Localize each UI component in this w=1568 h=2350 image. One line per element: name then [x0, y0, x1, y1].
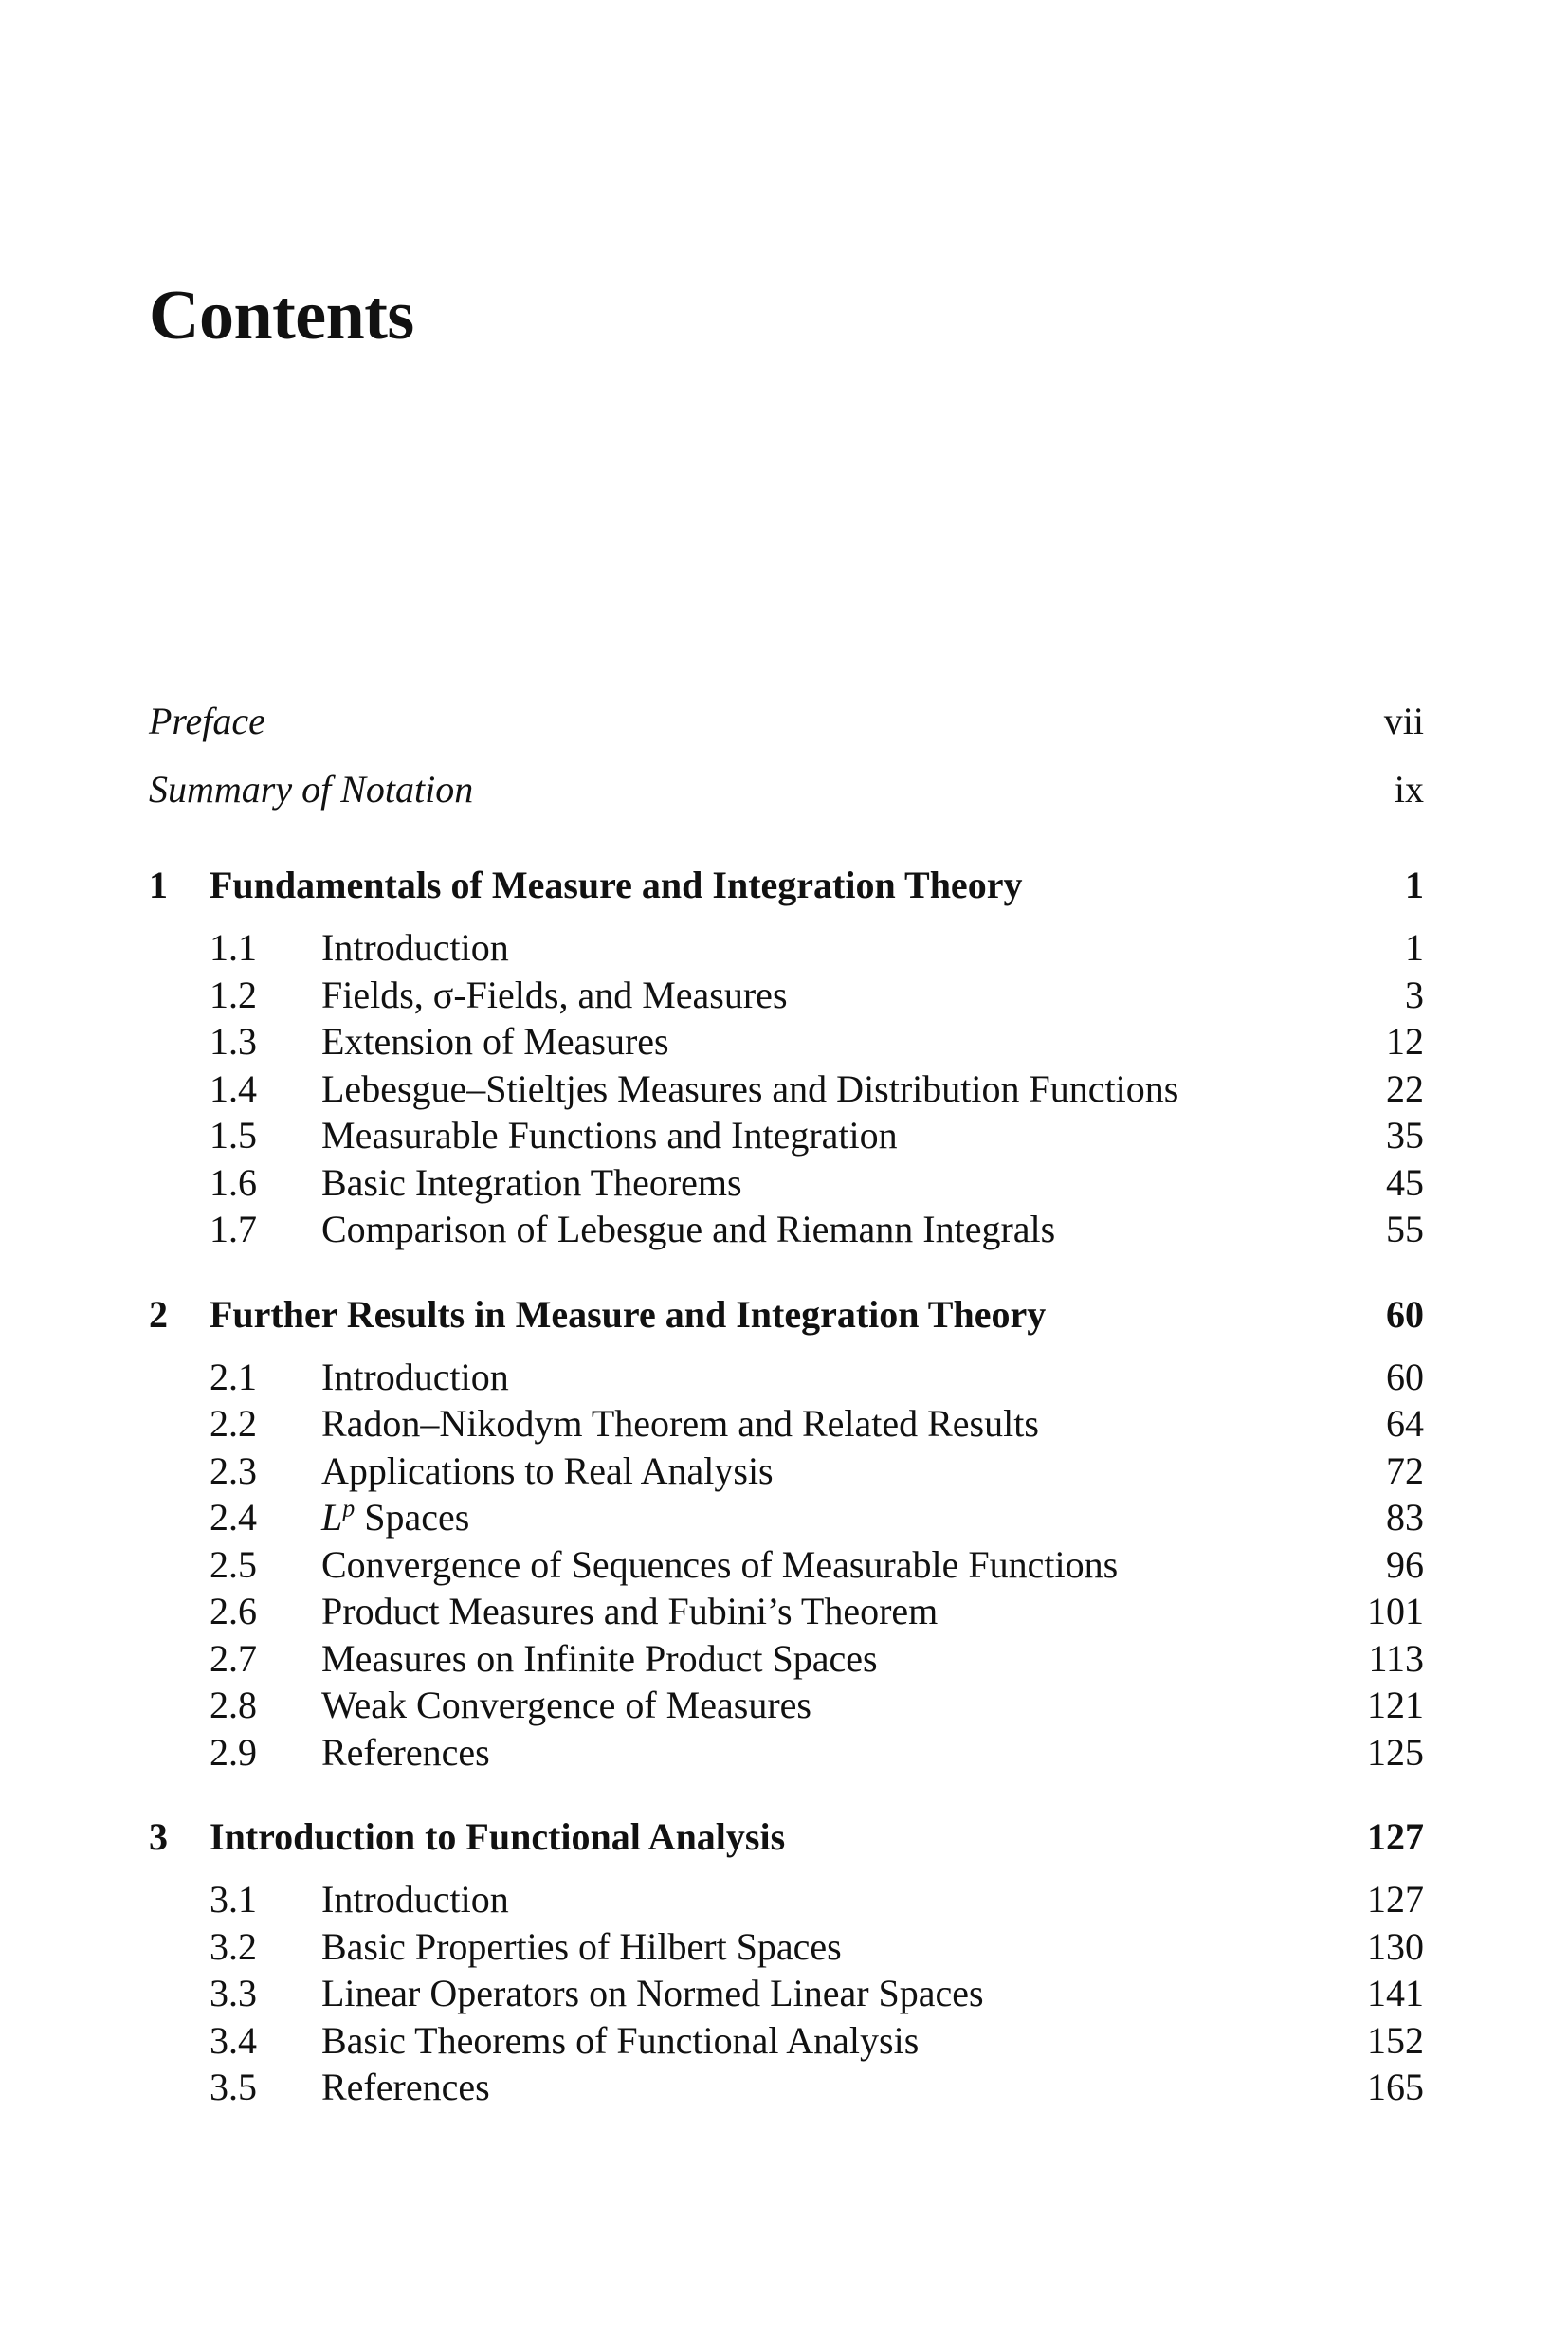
toc-chapter-3 [149, 1813, 1424, 1861]
toc-section-3-3 [149, 1970, 1424, 2017]
section-page: 3 [1405, 973, 1424, 1016]
section-number: 3.2 [210, 1924, 257, 1968]
section-page: 127 [1367, 1878, 1424, 1921]
table-of-contents [149, 687, 1424, 2111]
section-number: 2.8 [210, 1684, 257, 1726]
toc-section-1-7 [149, 1206, 1424, 1253]
section-title: Basic Properties of Hilbert Spaces [321, 1924, 842, 1968]
section-title: Applications to Real Analysis [321, 1448, 774, 1492]
section-page: 60 [1386, 1355, 1424, 1398]
toc-section-1-5 [149, 1112, 1424, 1159]
math-symbol: L [321, 1496, 343, 1539]
toc-section-3-2 [149, 1923, 1424, 1971]
section-page: 83 [1386, 1496, 1424, 1539]
section-number: 1.5 [210, 1114, 257, 1157]
section-page: 96 [1386, 1542, 1424, 1586]
toc-section-1-1 [149, 924, 1424, 972]
toc-entry-label: Summary of Notation [149, 768, 474, 811]
section-number: 2.5 [210, 1542, 257, 1586]
section-number: 3.4 [210, 2018, 257, 2062]
section-page: 35 [1386, 1114, 1424, 1157]
toc-chapter-1 [149, 862, 1424, 909]
toc-entry-page: ix [1394, 768, 1424, 811]
section-page: 22 [1386, 1066, 1424, 1110]
toc-section-1-2 [149, 972, 1424, 1019]
chapter-page: 1 [1405, 864, 1424, 906]
section-page: 1 [1405, 926, 1424, 969]
toc-section-2-6 [149, 1588, 1424, 1635]
page-title: Contents [149, 277, 414, 355]
section-title: Introduction [321, 1878, 509, 1921]
toc-section-2-8 [149, 1682, 1424, 1729]
section-title: Convergence of Sequences of Measurable Functions [321, 1542, 1119, 1586]
section-title: Introduction [321, 926, 509, 969]
section-title: Measurable Functions and Integration [321, 1114, 898, 1157]
toc-section-1-6 [149, 1159, 1424, 1207]
section-number: 2.2 [210, 1402, 257, 1445]
toc-section-3-5 [149, 2064, 1424, 2111]
toc-section-2-9 [149, 1729, 1424, 1776]
toc-section-1-4 [149, 1066, 1424, 1113]
toc-section-2-1 [149, 1354, 1424, 1401]
toc-section-2-3 [149, 1448, 1424, 1495]
section-title: Basic Integration Theorems [321, 1160, 742, 1204]
section-title: Radon–Nikodym Theorem and Related Results [321, 1402, 1039, 1445]
section-number: 3.3 [210, 1972, 257, 2014]
section-number: 2.3 [210, 1448, 257, 1492]
toc-chapter-2 [149, 1291, 1424, 1339]
section-page: 121 [1367, 1684, 1424, 1726]
section-number: 2.6 [210, 1590, 257, 1632]
section-page: 125 [1367, 1730, 1424, 1774]
section-title: References [321, 2066, 490, 2108]
toc-entry-label: Preface [149, 700, 265, 742]
section-page: 64 [1386, 1402, 1424, 1445]
section-number: 1.4 [210, 1066, 257, 1110]
section-title: Lebesgue–Stieltjes Measures and Distribution Functions [321, 1066, 1179, 1110]
section-number: 2.9 [210, 1730, 257, 1774]
chapter-number: 3 [149, 1815, 168, 1858]
chapter-page: 60 [1386, 1292, 1424, 1336]
toc-section-3-1 [149, 1876, 1424, 1923]
chapter-number: 1 [149, 864, 168, 906]
section-page: 165 [1367, 2066, 1424, 2108]
section-number: 2.1 [210, 1355, 257, 1398]
section-number: 1.6 [210, 1160, 257, 1204]
section-page: 55 [1386, 1208, 1424, 1250]
section-page: 101 [1367, 1590, 1424, 1632]
section-number: 3.1 [210, 1878, 257, 1921]
section-title: References [321, 1730, 490, 1774]
section-title: Fields, σ-Fields, and Measures [321, 973, 788, 1016]
section-number: 1.3 [210, 1020, 257, 1063]
section-number: 1.7 [210, 1208, 257, 1250]
section-title-text: Spaces [355, 1496, 470, 1539]
section-title: Linear Operators on Normed Linear Spaces [321, 1972, 984, 2014]
toc-entry-page: vii [1383, 700, 1424, 742]
chapter-page: 127 [1367, 1815, 1424, 1858]
section-page: 12 [1386, 1020, 1424, 1063]
section-title: Comparison of Lebesgue and Riemann Integrals [321, 1208, 1056, 1250]
toc-section-2-2 [149, 1400, 1424, 1448]
section-title: Introduction [321, 1355, 509, 1398]
section-number: 2.4 [210, 1496, 257, 1539]
section-page: 45 [1386, 1160, 1424, 1204]
chapter-title: Fundamentals of Measure and Integration Theory [210, 864, 1023, 906]
section-title: Extension of Measures [321, 1020, 669, 1063]
toc-entry-preface [149, 687, 1424, 756]
section-number: 3.5 [210, 2066, 257, 2108]
toc-section-2-5 [149, 1541, 1424, 1589]
toc-section-2-7 [149, 1635, 1424, 1683]
chapter-number: 2 [149, 1292, 168, 1336]
section-page: 141 [1367, 1972, 1424, 2014]
section-page: 113 [1368, 1636, 1424, 1680]
section-number: 2.7 [210, 1636, 257, 1680]
section-title: Measures on Infinite Product Spaces [321, 1636, 878, 1680]
section-page: 130 [1367, 1924, 1424, 1968]
section-number: 1.1 [210, 926, 257, 969]
toc-section-1-3 [149, 1018, 1424, 1066]
chapter-list [149, 862, 1424, 2111]
section-title [321, 1494, 1348, 1541]
section-number: 1.2 [210, 973, 257, 1016]
section-title: Product Measures and Fubini’s Theorem [321, 1590, 939, 1632]
section-page: 152 [1367, 2018, 1424, 2062]
chapter-title: Introduction to Functional Analysis [210, 1815, 786, 1858]
math-superscript: p [342, 1494, 356, 1522]
chapter-title: Further Results in Measure and Integration Theory [210, 1292, 1047, 1336]
section-title: Basic Theorems of Functional Analysis [321, 2018, 920, 2062]
toc-section-3-4 [149, 2017, 1424, 2065]
toc-section-2-4 [149, 1494, 1424, 1541]
toc-entry-summary-of-notation [149, 756, 1424, 824]
section-page: 72 [1386, 1448, 1424, 1492]
section-title: Weak Convergence of Measures [321, 1684, 811, 1726]
